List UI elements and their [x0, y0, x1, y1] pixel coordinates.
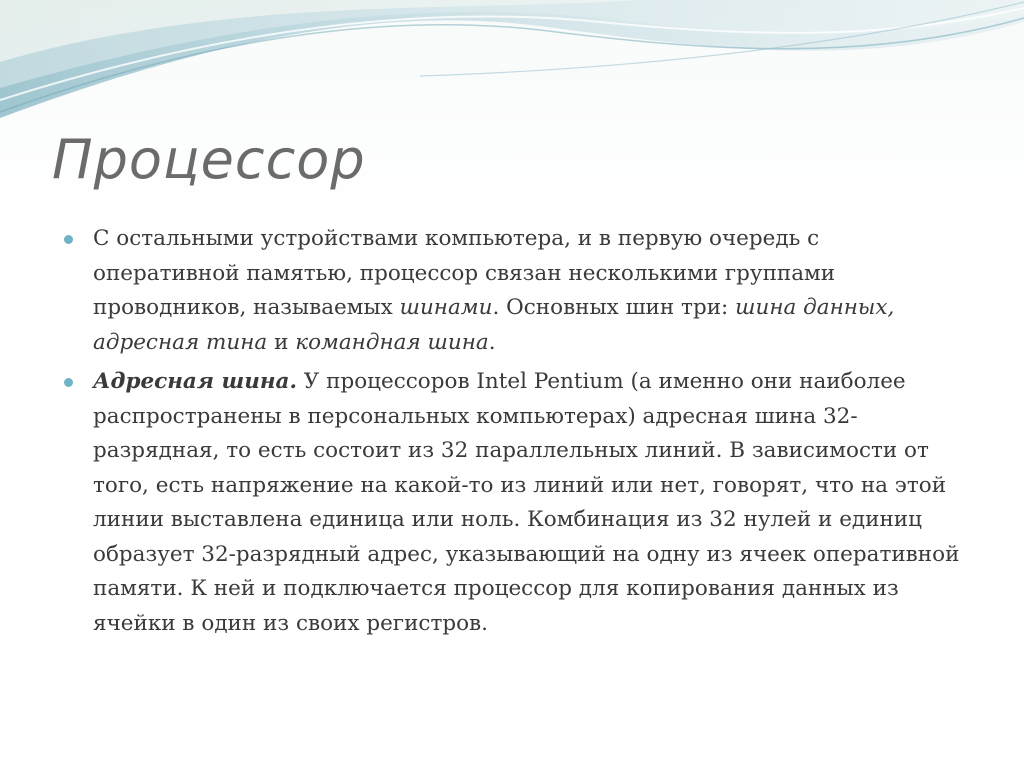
bullet-item — [64, 365, 964, 641]
bullet-text: С остальными устройствами компьютера, и в первую очередь с оперативной памятью, процессор связан несколькими группами проводников, называемых — [93, 226, 836, 320]
bullet-dot-icon — [64, 235, 73, 244]
decorative-waves — [0, 0, 1024, 130]
bullet-text: . Основных шин три: — [492, 295, 736, 320]
bullet-text: . — [488, 329, 496, 355]
bullet-dot-icon — [64, 378, 73, 387]
bullet-text-italic: шина данных, адресная тина — [93, 295, 895, 355]
bullet-text-italic: командная шина — [295, 329, 489, 355]
bullet-list — [64, 222, 964, 646]
bullet-text: У процессоров Intel Pentium (а именно они наиболее распространены в персональных компьютерах) адресная шина 32-разрядная, то есть состоит из 32 параллельных линий. В зависимости от того, есть напряжение на какой-то из линий или нет, говорят, что на этой линии выставлена единица или ноль. Комбинация из 32 нулей и единиц образует 32-разрядный адрес, указывающий на одну из ячеек оперативной памяти. К ней и подключается процессор для копирования данных из ячейки в один из своих регистров. — [93, 369, 960, 636]
bullet-text: и — [267, 329, 296, 355]
bullet-text-italic: шинами — [399, 295, 493, 320]
bullet-lead-term: Адресная шина. — [93, 369, 297, 394]
bullet-item — [64, 222, 964, 360]
slide-title: Процессор — [52, 128, 366, 191]
